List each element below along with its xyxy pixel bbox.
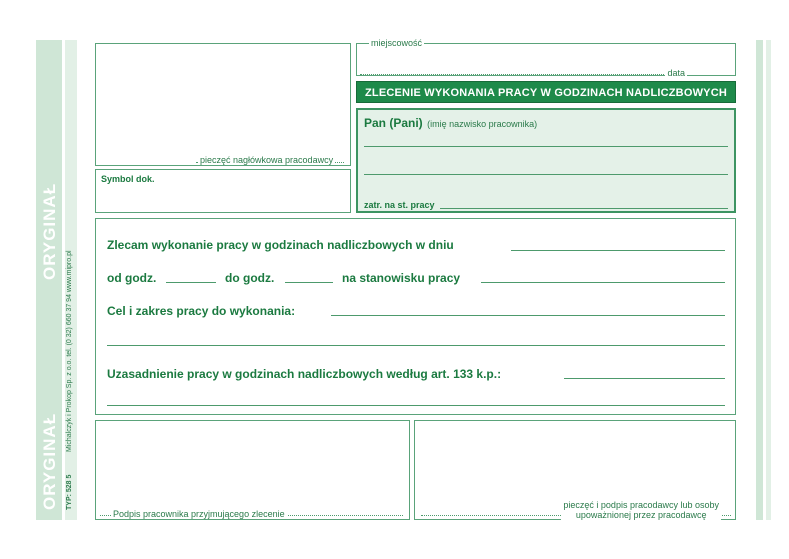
station-line[interactable] <box>481 282 725 283</box>
original-label-lower-2: ORYGINAŁ <box>40 412 59 510</box>
employee-panel <box>356 108 736 213</box>
purpose-line[interactable] <box>331 315 725 316</box>
date-label: data <box>667 68 685 78</box>
from-hour-label: od godz. <box>107 271 157 285</box>
justification-label: Uzasadnienie pracy w godzinach nadliczbowych według art. 133 k.p.: <box>107 367 502 381</box>
document-title: ZLECENIE WYKONANIA PRACY W GODZINACH NADLICZBOWYCH <box>356 81 736 103</box>
purpose-label: Cel i zakres pracy do wykonania: <box>107 304 296 318</box>
publisher-info: Michalczyk i Prokop Sp. z o.o. tel. (0 32) 660 37 94 www.mipro.pl <box>66 250 73 452</box>
employer-signature-caption <box>561 500 721 520</box>
employee-name-line-2[interactable] <box>364 174 728 175</box>
justification-line-2[interactable] <box>107 405 725 406</box>
station-label: na stanowisku pracy <box>342 271 461 285</box>
to-hour-line[interactable] <box>285 282 333 283</box>
symbol-box[interactable] <box>95 169 351 213</box>
pan-hint: (imię nazwisko pracownika) <box>427 119 538 129</box>
symbol-label: Symbol dok. <box>101 174 155 184</box>
place-label: miejscowość <box>371 38 423 48</box>
stamp-box[interactable] <box>95 43 351 166</box>
employer-signature-caption-2: upoważnionej przez pracodawcę <box>575 510 707 520</box>
order-body-box <box>95 218 736 415</box>
order-line-1: Zlecam wykonanie pracy w godzinach nadliczbowych w dniu <box>107 238 454 252</box>
date-of-work-line[interactable] <box>511 250 725 251</box>
employer-signature-box[interactable] <box>414 420 736 520</box>
type-code: TYP: 528 5 <box>66 474 73 510</box>
employer-signature-caption-1: pieczęć i podpis pracodawcy lub osoby <box>563 500 719 510</box>
place-date-box[interactable] <box>356 38 736 78</box>
date-line <box>360 74 680 75</box>
employee-signature-box[interactable] <box>95 420 410 520</box>
right-strip <box>756 40 763 520</box>
pan-label: Pan (Pani) <box>364 116 423 130</box>
justification-line[interactable] <box>564 378 725 379</box>
stamp-caption: pieczęć nagłówkowa pracodawcy <box>200 155 334 165</box>
position-label: zatr. na st. pracy <box>364 200 435 210</box>
purpose-line-2[interactable] <box>107 345 725 346</box>
position-line[interactable] <box>440 208 728 209</box>
original-label-lower: ORYGINAŁ <box>40 182 59 280</box>
right-strip-light <box>766 40 771 520</box>
employee-name-line[interactable] <box>364 146 728 147</box>
to-hour-label: do godz. <box>225 271 275 285</box>
from-hour-line[interactable] <box>166 282 216 283</box>
employee-signature-caption: Podpis pracownika przyjmującego zlecenie <box>113 509 285 519</box>
left-side-strip <box>36 40 83 520</box>
